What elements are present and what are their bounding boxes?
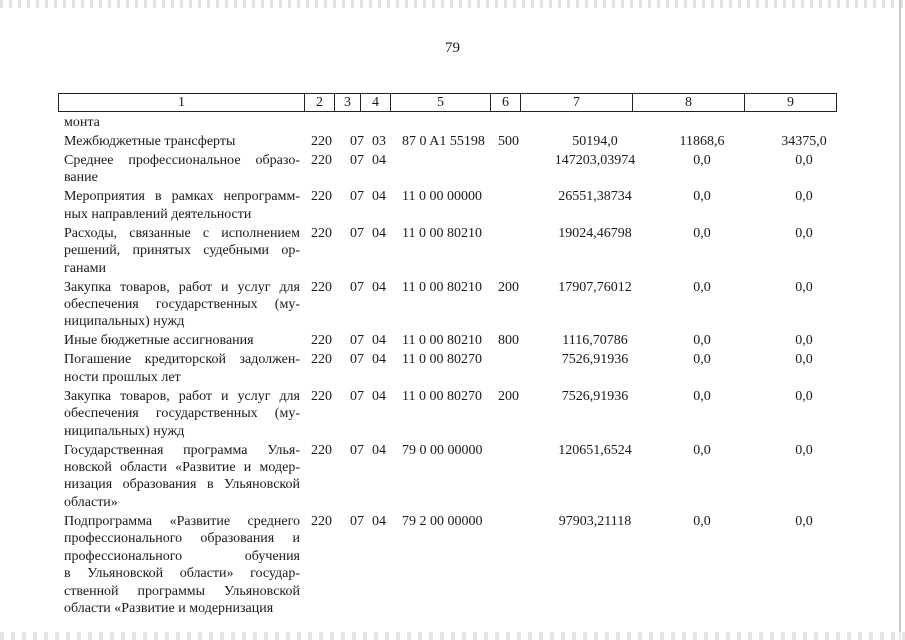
column-header: 5 — [391, 94, 491, 112]
cell-col-7: 120651,6524 — [558, 442, 632, 458]
cell-col-2: 220 — [311, 189, 332, 205]
cell-col-9: 0,0 — [795, 225, 813, 241]
cell-col-8: 0,0 — [693, 513, 711, 529]
row-description — [64, 513, 300, 617]
cell-col-6: 200 — [498, 279, 519, 295]
cell-col-4: 04 — [372, 189, 386, 205]
cell-col-3: 07 — [350, 134, 364, 149]
cell-col-5: 11 0 00 80270 — [402, 388, 482, 404]
cell-col-4: 04 — [372, 352, 386, 368]
cell-col-7: 17907,76012 — [558, 279, 632, 295]
scan-edge-bottom — [0, 632, 905, 640]
cell-col-3: 07 — [350, 225, 364, 241]
cell-col-4: 04 — [372, 279, 386, 295]
cell-col-5: 11 0 00 80210 — [402, 333, 482, 349]
cell-col-2: 220 — [311, 134, 332, 149]
cell-col-9: 0,0 — [795, 153, 813, 168]
row-description-line: ниципальных) нужд — [64, 314, 185, 330]
row-description-line: профессионального обучения — [64, 548, 300, 564]
row-description-line: области «Развитие и модернизация — [64, 600, 274, 616]
cell-col-3: 07 — [350, 333, 364, 349]
cell-col-4: 04 — [372, 225, 386, 241]
column-header: 4 — [361, 94, 391, 112]
cell-col-5: 87 0 A1 55198 — [402, 134, 485, 149]
row-description-line: обеспечения государственных (му- — [64, 406, 300, 422]
cell-col-8: 0,0 — [693, 442, 711, 458]
cell-col-8: 0,0 — [693, 352, 711, 368]
row-description-line: в Ульяновской области» государ- — [64, 566, 300, 582]
row-description-line: Межбюджетные трансферты — [64, 134, 236, 149]
table-row — [64, 188, 813, 223]
cell-col-2: 220 — [311, 352, 332, 368]
table-row — [64, 225, 813, 277]
row-description-line: Мероприятия в рамках непрограмм- — [64, 189, 300, 205]
row-description-line: низация образования в Ульяновской — [64, 477, 300, 493]
cell-col-5: 79 2 00 00000 — [402, 513, 483, 529]
cell-col-5: 11 0 00 80270 — [402, 352, 482, 368]
row-description-line: обеспечения государственных (му- — [64, 297, 300, 313]
table-row — [64, 513, 813, 617]
row-description-line: ственной программы Ульяновской — [64, 583, 300, 599]
cell-col-6: 500 — [498, 134, 519, 149]
cell-col-4: 04 — [372, 333, 386, 349]
cell-col-4: 04 — [372, 153, 386, 168]
scan-edge-top — [0, 0, 905, 8]
cell-col-5: 11 0 00 00000 — [402, 189, 482, 205]
row-description-line: монта — [64, 115, 100, 130]
column-header: 1 — [59, 94, 305, 112]
row-description-line: Иные бюджетные ассигнования — [64, 333, 254, 349]
cell-col-2: 220 — [311, 388, 332, 404]
cell-col-9: 34375,0 — [781, 134, 827, 149]
scan-edge-right — [899, 0, 901, 640]
cell-col-9: 0,0 — [795, 333, 813, 349]
row-description-line: ганами — [64, 260, 107, 276]
cell-col-6: 800 — [498, 333, 519, 349]
cell-col-3: 07 — [350, 513, 364, 529]
row-description-line: новской области «Развитие и модер- — [64, 460, 300, 476]
row-description — [64, 152, 300, 187]
row-description-line: Расходы, связанные с исполнением — [64, 225, 300, 241]
cell-col-7: 7526,91936 — [561, 352, 629, 368]
row-description — [64, 133, 300, 150]
row-description — [64, 351, 300, 386]
table-row — [64, 351, 813, 386]
row-description-line: Подпрограмма «Развитие среднего — [64, 513, 300, 529]
cell-col-9: 0,0 — [795, 513, 813, 529]
row-description-line: ности прошлых лет — [64, 369, 181, 385]
row-description-line: Закупка товаров, работ и услуг для — [64, 388, 300, 404]
column-header: 2 — [305, 94, 335, 112]
table-row — [64, 442, 813, 512]
column-header: 3 — [335, 94, 361, 112]
row-description — [64, 188, 300, 223]
cell-col-7: 1116,70786 — [562, 333, 628, 349]
cell-col-3: 07 — [350, 352, 364, 368]
row-description-line: решений, принятых судебными ор- — [64, 243, 300, 259]
table-row — [64, 279, 813, 331]
cell-col-2: 220 — [311, 225, 332, 241]
row-description — [64, 442, 300, 512]
table-row — [64, 152, 813, 187]
cell-col-7: 26551,38734 — [558, 189, 632, 205]
row-description — [64, 225, 300, 277]
cell-col-4: 04 — [372, 513, 386, 529]
row-description-line: области» — [64, 494, 118, 510]
cell-col-3: 07 — [350, 442, 364, 458]
cell-col-7: 19024,46798 — [558, 225, 632, 241]
cell-col-2: 220 — [311, 279, 332, 295]
cell-col-9: 0,0 — [795, 279, 813, 295]
cell-col-4: 03 — [372, 134, 386, 149]
row-description-line: Погашение кредиторской задолжен- — [64, 352, 300, 368]
cell-col-8: 0,0 — [693, 153, 711, 168]
cell-col-3: 07 — [350, 388, 364, 404]
table-row — [64, 133, 827, 150]
cell-col-5: 11 0 00 80210 — [402, 225, 482, 241]
cell-col-7: 7526,91936 — [561, 388, 629, 404]
column-header: 8 — [633, 94, 745, 112]
cell-col-8: 0,0 — [693, 225, 711, 241]
cell-col-2: 220 — [311, 153, 332, 168]
cell-col-9: 0,0 — [795, 442, 813, 458]
cell-col-9: 0,0 — [795, 388, 813, 404]
row-description-line: ниципальных) нужд — [64, 423, 185, 439]
row-description-line: Закупка товаров, работ и услуг для — [64, 279, 300, 295]
row-description — [64, 114, 300, 131]
cell-col-2: 220 — [311, 333, 332, 349]
row-description — [64, 332, 300, 349]
table-row — [64, 114, 300, 131]
cell-col-2: 220 — [311, 513, 332, 529]
cell-col-8: 0,0 — [693, 189, 711, 205]
cell-col-3: 07 — [350, 189, 364, 205]
cell-col-2: 220 — [311, 442, 332, 458]
cell-col-7: 97903,21118 — [558, 513, 632, 529]
cell-col-8: 0,0 — [693, 279, 711, 295]
cell-col-6: 200 — [498, 388, 519, 404]
cell-col-8: 0,0 — [693, 388, 711, 404]
column-header-row — [58, 93, 837, 112]
row-description — [64, 279, 300, 331]
column-header: 9 — [745, 94, 837, 112]
column-header: 6 — [491, 94, 521, 112]
cell-col-7: 50194,0 — [572, 134, 618, 149]
cell-col-4: 04 — [372, 442, 386, 458]
cell-col-7: 147203,03974 — [554, 153, 636, 168]
cell-col-3: 07 — [350, 279, 364, 295]
row-description — [64, 388, 300, 440]
cell-col-5: 79 0 00 00000 — [402, 442, 483, 458]
cell-col-3: 07 — [350, 153, 364, 168]
row-description-line: Государственная программа Улья- — [64, 442, 300, 458]
budget-table-body — [64, 114, 827, 619]
row-description-line: вание — [64, 170, 98, 186]
row-description-line: Среднее профессиональное образо- — [64, 153, 300, 168]
table-row — [64, 388, 813, 440]
cell-col-9: 0,0 — [795, 189, 813, 205]
row-description-line: профессионального образования и — [64, 531, 300, 547]
page-number: 79 — [445, 40, 460, 56]
cell-col-5: 11 0 00 80210 — [402, 279, 482, 295]
cell-col-8: 11868,6 — [679, 134, 725, 149]
cell-col-4: 04 — [372, 388, 386, 404]
cell-col-9: 0,0 — [795, 352, 813, 368]
row-description-line: ных направлений деятельности — [64, 206, 252, 222]
column-header: 7 — [521, 94, 633, 112]
table-row — [64, 332, 813, 349]
cell-col-8: 0,0 — [693, 333, 711, 349]
